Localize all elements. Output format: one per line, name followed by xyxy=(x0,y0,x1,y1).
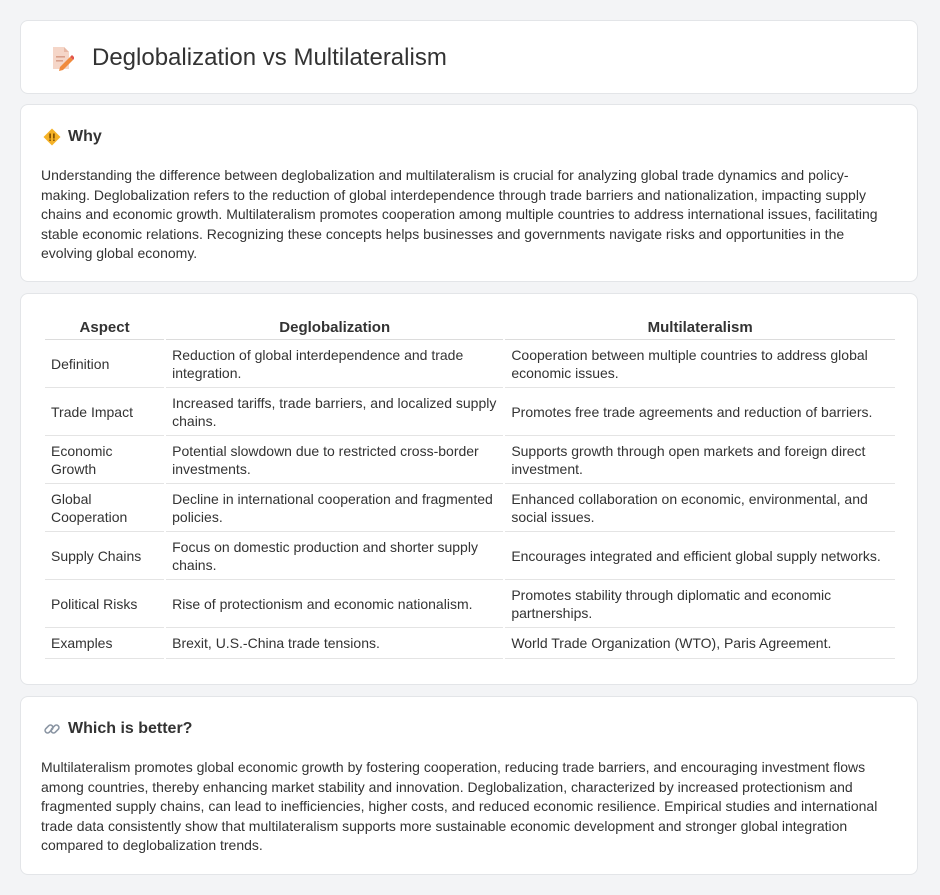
link-icon xyxy=(43,720,61,738)
table-header-row xyxy=(45,315,895,340)
multilateralism-cell: Promotes stability through diplomatic and economic partnerships. xyxy=(505,580,895,628)
why-section xyxy=(20,104,918,282)
aspect-cell: Definition xyxy=(45,340,164,388)
aspect-cell: Economic Growth xyxy=(45,436,164,484)
multilateralism-cell: Enhanced collaboration on economic, environmental, and social issues. xyxy=(505,484,895,532)
table-row xyxy=(45,436,895,484)
aspect-cell: Political Risks xyxy=(45,580,164,628)
aspect-cell: Global Cooperation xyxy=(45,484,164,532)
table-row xyxy=(45,388,895,436)
table-row xyxy=(45,628,895,659)
header-aspect: Aspect xyxy=(45,315,164,340)
table-row xyxy=(45,532,895,580)
aspect-cell: Examples xyxy=(45,628,164,659)
aspect-cell: Supply Chains xyxy=(45,532,164,580)
title-card xyxy=(20,20,918,94)
deglobalization-cell: Focus on domestic production and shorter supply chains. xyxy=(166,532,503,580)
comparison-table xyxy=(43,315,897,659)
which-is-better-section xyxy=(20,696,918,875)
multilateralism-cell: Encourages integrated and efficient global supply networks. xyxy=(505,532,895,580)
header-deglobalization: Deglobalization xyxy=(166,315,503,340)
better-text: Multilateralism promotes global economic growth by fostering cooperation, reducing trade barriers, and encouraging investment flows among countries, thereby enhancing market stability and innovation. Deglobalization, characterized by increased protectionism and fragmented supply chains, can lead to inefficiencies, higher costs, and reduced economic resilience. Empirical studies and international trade data consistently show that multilateralism supports more sustainable economic development and stronger global integration compared to deglobalization trends. xyxy=(41,759,878,853)
why-text: Understanding the difference between deglobalization and multilateralism is crucial for analyzing global trade dynamics and policy-making. Deglobalization refers to the reduction of global interdependence through trade barriers and nationalization, impacting supply chains and economic growth. Multilateralism promotes cooperation among multiple countries to address international issues, facilitating stable economic relations. Recognizing these concepts helps businesses and governments navigate risks and opportunities in the evolving global economy. xyxy=(41,167,878,261)
table-row xyxy=(45,580,895,628)
deglobalization-cell: Potential slowdown due to restricted cross-border investments. xyxy=(166,436,503,484)
multilateralism-cell: Supports growth through open markets and foreign direct investment. xyxy=(505,436,895,484)
why-heading: Why xyxy=(68,128,102,145)
deglobalization-cell: Decline in international cooperation and fragmented policies. xyxy=(166,484,503,532)
header-multilateralism: Multilateralism xyxy=(505,315,895,340)
deglobalization-cell: Rise of protectionism and economic nationalism. xyxy=(166,580,503,628)
document-pencil-icon xyxy=(48,45,74,71)
comparison-card xyxy=(20,293,918,685)
multilateralism-cell: Promotes free trade agreements and reduction of barriers. xyxy=(505,388,895,436)
deglobalization-cell: Increased tariffs, trade barriers, and localized supply chains. xyxy=(166,388,503,436)
multilateralism-cell: World Trade Organization (WTO), Paris Agreement. xyxy=(505,628,895,659)
table-row xyxy=(45,340,895,388)
multilateralism-cell: Cooperation between multiple countries to address global economic issues. xyxy=(505,340,895,388)
deglobalization-cell: Brexit, U.S.-China trade tensions. xyxy=(166,628,503,659)
aspect-cell: Trade Impact xyxy=(45,388,164,436)
better-heading: Which is better? xyxy=(68,720,193,737)
page-title: Deglobalization vs Multilateralism xyxy=(92,44,447,71)
deglobalization-cell: Reduction of global interdependence and trade integration. xyxy=(166,340,503,388)
table-row xyxy=(45,484,895,532)
diamond-warning-icon xyxy=(43,128,61,146)
